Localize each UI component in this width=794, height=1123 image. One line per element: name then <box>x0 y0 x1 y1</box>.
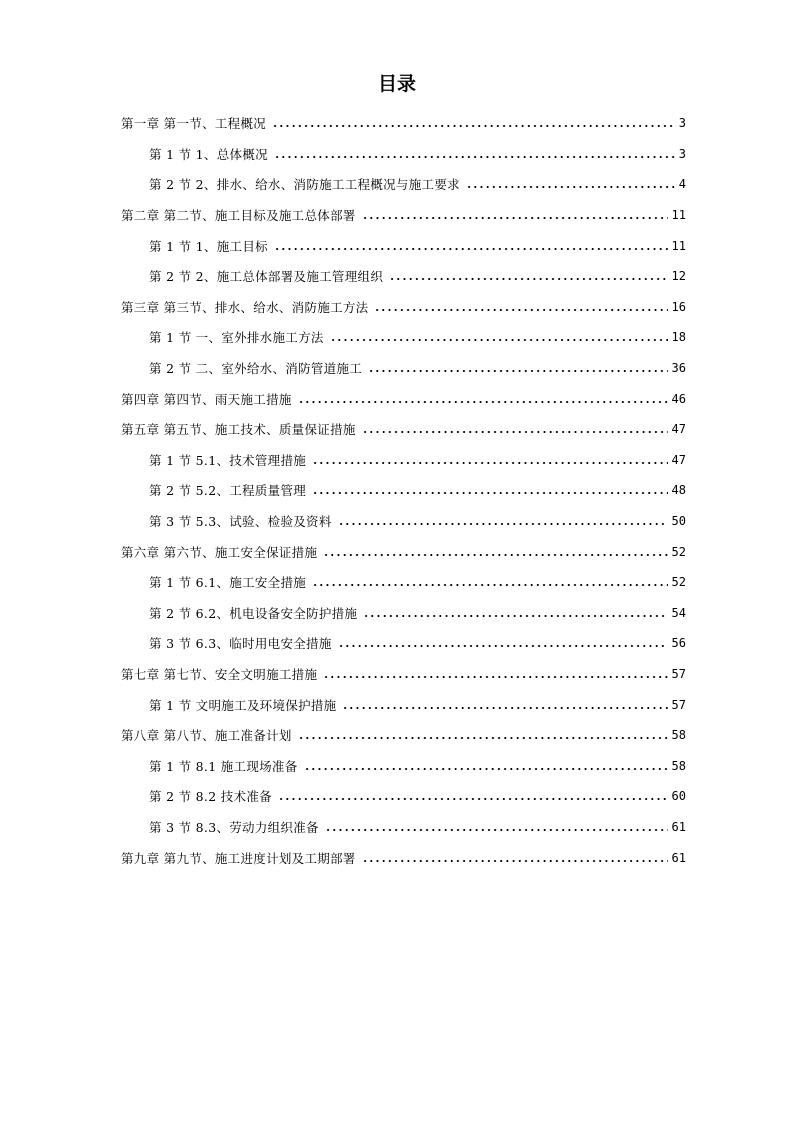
dot-leader <box>274 155 675 159</box>
toc-entry-text: 第 3 节 5.3、试验、检验及资料 <box>149 514 332 530</box>
toc-entry-page: 52 <box>671 575 686 590</box>
toc-entry[interactable] <box>0 720 794 751</box>
toc-entry-text: 第五章 第五节、施工技术、质量保证措施 <box>121 422 356 438</box>
toc-entry-page: 4 <box>678 177 686 192</box>
toc-entry[interactable] <box>0 659 794 690</box>
toc-entry-page: 57 <box>671 697 686 712</box>
toc-entry-page: 61 <box>671 819 686 834</box>
dot-leader <box>298 736 668 740</box>
toc-entry[interactable] <box>0 139 794 170</box>
toc-entry[interactable] <box>0 353 794 384</box>
toc-entry[interactable] <box>0 750 794 781</box>
toc-entry-text: 第 3 节 6.3、临时用电安全措施 <box>149 636 332 652</box>
toc-entry[interactable] <box>0 598 794 629</box>
toc-entry-text: 第 2 节 6.2、机电设备安全防护措施 <box>149 605 358 621</box>
toc-entry-text: 第 1 节 5.1、技术管理措施 <box>149 452 307 468</box>
toc-entry-text: 第 1 节 8.1 施工现场准备 <box>149 758 298 774</box>
dot-leader <box>312 491 667 495</box>
toc-entry-text: 第 2 节 2、施工总体部署及施工管理组织 <box>149 269 384 285</box>
toc-entry-page: 47 <box>671 452 686 467</box>
dot-leader <box>278 797 668 801</box>
toc-entry-text: 第 1 节 6.1、施工安全措施 <box>149 575 307 591</box>
toc-entry-text: 第 2 节 8.2 技术准备 <box>149 789 272 805</box>
dot-leader <box>312 461 667 465</box>
toc-entry-text: 第 3 节 8.3、劳动力组织准备 <box>149 819 319 835</box>
dot-leader <box>374 308 667 312</box>
toc-entry[interactable] <box>0 536 794 567</box>
toc-entry-page: 60 <box>671 789 686 804</box>
toc-entry[interactable] <box>0 230 794 261</box>
dot-leader <box>298 400 668 404</box>
toc-entry-page: 57 <box>671 666 686 681</box>
toc-entry[interactable] <box>0 292 794 323</box>
toc-entry-page: 47 <box>671 422 686 437</box>
toc-entry[interactable] <box>0 200 794 231</box>
dot-leader <box>304 767 668 771</box>
dot-leader <box>368 369 667 373</box>
toc-entry-text: 第一章 第一节、工程概况 <box>121 116 267 132</box>
toc-entry-text: 第九章 第九节、施工进度计划及工期部署 <box>121 850 356 866</box>
toc-entry[interactable] <box>0 842 794 873</box>
toc-entry-text: 第二章 第二节、施工目标及施工总体部署 <box>121 208 356 224</box>
dot-leader <box>389 277 667 281</box>
toc-entry-text: 第四章 第四节、雨天施工措施 <box>121 391 292 407</box>
toc-entry[interactable] <box>0 169 794 200</box>
toc-title: 目录 <box>377 73 416 95</box>
toc-entry-page: 54 <box>671 605 686 620</box>
dot-leader <box>362 216 668 220</box>
dot-leader <box>323 553 667 557</box>
dot-leader <box>466 185 675 189</box>
toc-entry-page: 52 <box>671 544 686 559</box>
toc-entry-text: 第 2 节 二、室外给水、消防管道施工 <box>149 361 363 377</box>
toc-entry[interactable] <box>0 506 794 537</box>
toc-entry-page: 11 <box>671 238 686 253</box>
dot-leader <box>323 675 667 679</box>
toc-entry-text: 第三章 第三节、排水、给水、消防施工方法 <box>121 299 369 315</box>
toc-entry[interactable] <box>0 567 794 598</box>
toc-entry-page: 61 <box>671 850 686 865</box>
toc-entry[interactable] <box>0 781 794 812</box>
toc-entry[interactable] <box>0 689 794 720</box>
toc-entry-page: 3 <box>678 146 686 161</box>
toc-entry-page: 50 <box>671 514 686 529</box>
dot-leader <box>362 859 668 863</box>
toc-entry-page: 18 <box>671 330 686 345</box>
toc-entry-page: 58 <box>671 758 686 773</box>
toc-entry-page: 46 <box>671 391 686 406</box>
toc-entry-text: 第 2 节 5.2、工程质量管理 <box>149 483 307 499</box>
toc-entry-page: 36 <box>671 361 686 376</box>
toc-entry-text: 第 1 节 1、施工目标 <box>149 238 268 254</box>
toc-entry-text: 第七章 第七节、安全文明施工措施 <box>121 666 318 682</box>
dot-leader <box>363 614 667 618</box>
toc-entry-text: 第 1 节 1、总体概况 <box>149 146 268 162</box>
dot-leader <box>325 828 668 832</box>
toc-entry-page: 58 <box>671 728 686 743</box>
dot-leader <box>338 644 668 648</box>
toc-entry-text: 第六章 第六节、施工安全保证措施 <box>121 544 318 560</box>
toc-entry-page: 16 <box>671 299 686 314</box>
toc-entry-text: 第八章 第八节、施工准备计划 <box>121 728 292 744</box>
dot-leader <box>312 583 667 587</box>
toc-entry[interactable] <box>0 322 794 353</box>
dot-leader <box>272 124 675 128</box>
dot-leader <box>342 706 667 710</box>
dot-leader <box>362 430 668 434</box>
toc-entry-text: 第 1 节 文明施工及环境保护措施 <box>149 697 337 713</box>
dot-leader <box>330 338 668 342</box>
toc-entry[interactable] <box>0 261 794 292</box>
toc-entry[interactable] <box>0 108 794 139</box>
toc-entry[interactable] <box>0 383 794 414</box>
toc-entry-text: 第 1 节 一、室外排水施工方法 <box>149 330 324 346</box>
toc-list <box>0 108 794 873</box>
toc-entry[interactable] <box>0 445 794 476</box>
toc-entry[interactable] <box>0 414 794 445</box>
toc-entry-text: 第 2 节 2、排水、给水、消防施工工程概况与施工要求 <box>149 177 460 193</box>
toc-entry-page: 56 <box>671 636 686 651</box>
toc-entry[interactable] <box>0 475 794 506</box>
toc-entry[interactable] <box>0 812 794 843</box>
toc-entry-page: 12 <box>671 269 686 284</box>
toc-entry-page: 48 <box>671 483 686 498</box>
toc-entry-page: 11 <box>671 208 686 223</box>
dot-leader <box>338 522 668 526</box>
toc-entry[interactable] <box>0 628 794 659</box>
dot-leader <box>274 247 668 251</box>
toc-entry-page: 3 <box>678 116 686 131</box>
